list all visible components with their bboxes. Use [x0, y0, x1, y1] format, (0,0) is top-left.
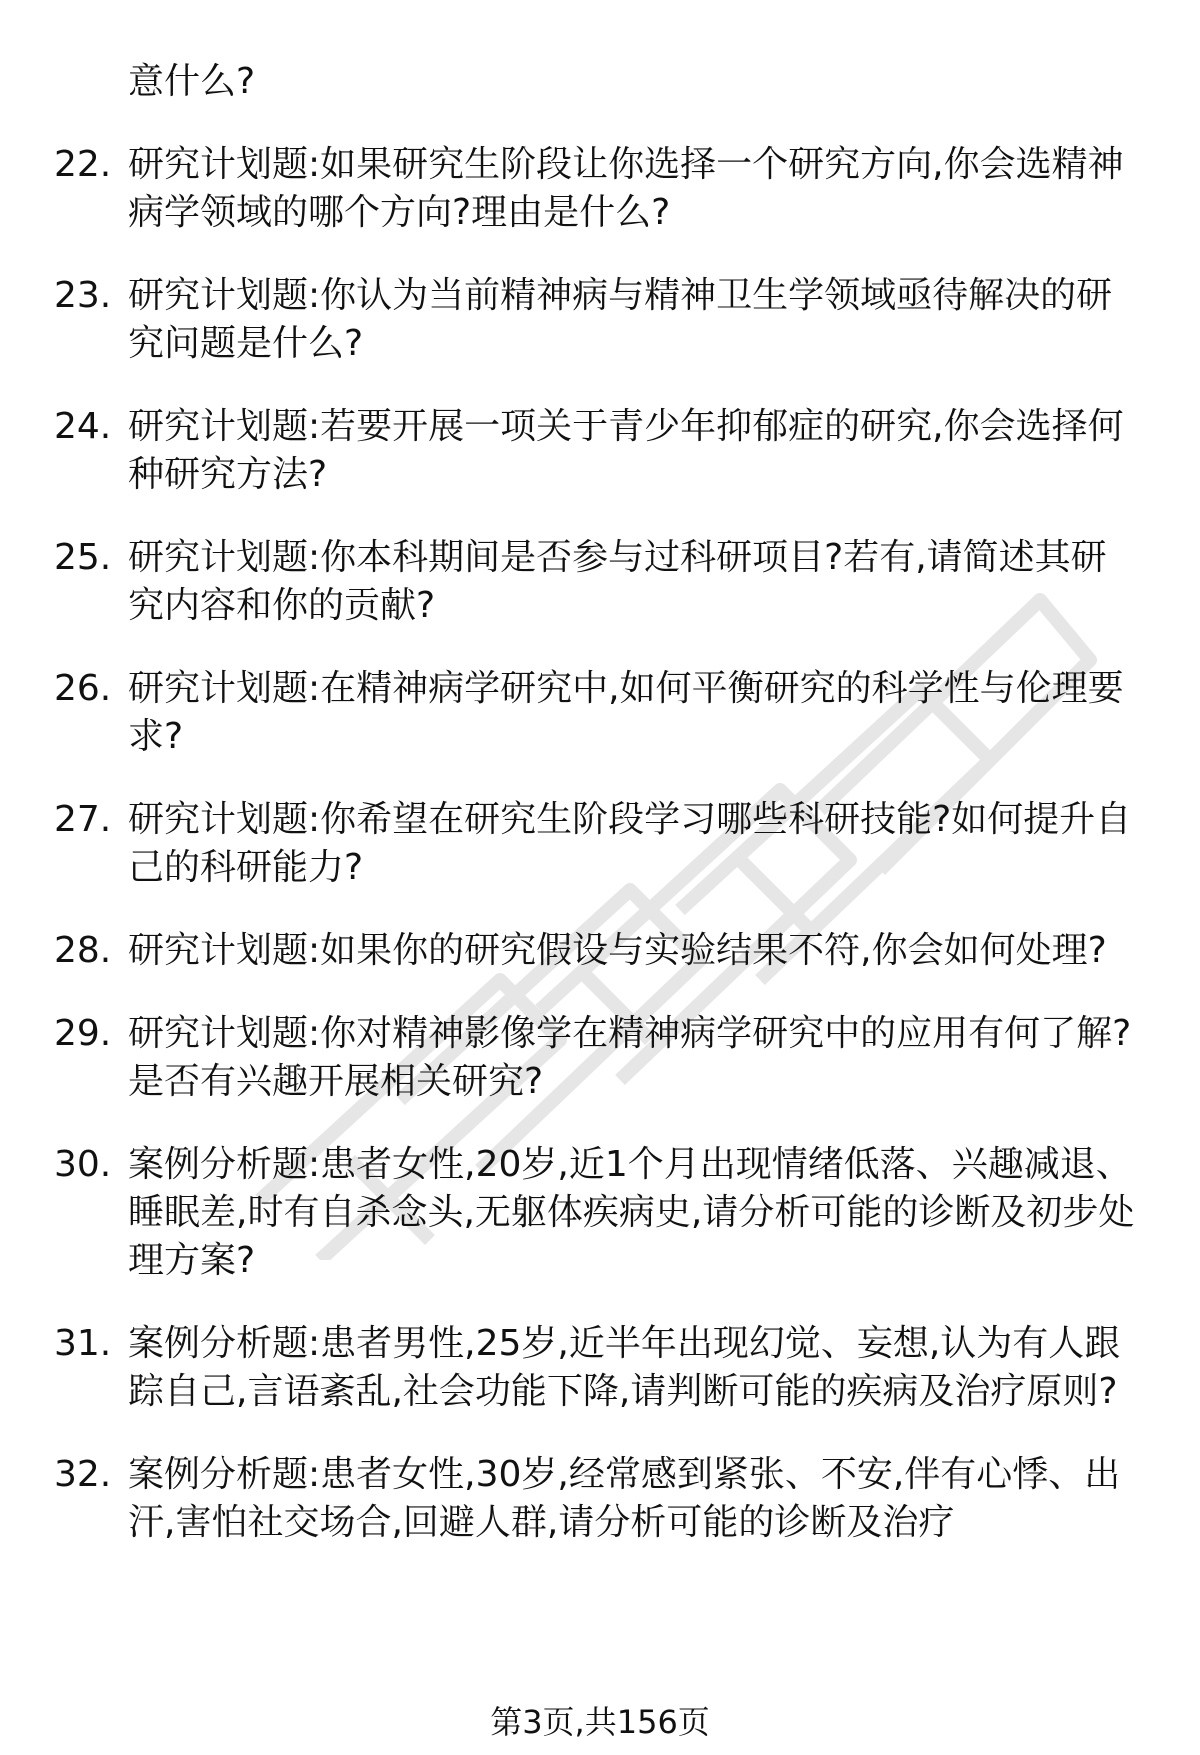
question-item — [0, 141, 1200, 237]
continuation-text: 意什么? — [128, 61, 256, 102]
question-item — [0, 1010, 1200, 1106]
question-number: 24. — [54, 406, 112, 447]
question-text: 研究计划题:如果研究生阶段让你选择一个研究方向,你会选精神病学领域的哪个方向?理由是什么? — [128, 144, 1124, 233]
question-text: 研究计划题:若要开展一项关于青少年抑郁症的研究,你会选择何种研究方法? — [128, 406, 1124, 495]
question-item — [0, 272, 1200, 368]
question-text: 研究计划题:你希望在研究生阶段学习哪些科研技能?如何提升自己的科研能力? — [128, 799, 1132, 888]
question-list — [0, 58, 1200, 1582]
question-item — [0, 927, 1200, 975]
question-item — [0, 403, 1200, 499]
question-text: 案例分析题:患者女性,30岁,经常感到紧张、不安,伴有心悸、出汗,害怕社交场合,回避人群,请分析可能的诊断及治疗 — [128, 1454, 1121, 1543]
question-item — [0, 1141, 1200, 1285]
question-number: 31. — [54, 1323, 112, 1364]
question-item — [0, 534, 1200, 630]
question-text: 案例分析题:患者女性,20岁,近1个月出现情绪低落、兴趣减退、睡眠差,时有自杀念头,无躯体疾病史,请分析可能的诊断及初步处理方案? — [128, 1144, 1135, 1281]
question-item — [0, 665, 1200, 761]
question-text: 研究计划题:你本科期间是否参与过科研项目?若有,请简述其研究内容和你的贡献? — [128, 537, 1107, 626]
question-number: 32. — [54, 1454, 112, 1495]
question-text: 研究计划题:你对精神影像学在精神病学研究中的应用有何了解?是否有兴趣开展相关研究? — [128, 1013, 1132, 1102]
question-number: 22. — [54, 144, 112, 185]
question-text: 案例分析题:患者男性,25岁,近半年出现幻觉、妄想,认为有人跟踪自己,言语紊乱,社会功能下降,请判断可能的疾病及治疗原则? — [128, 1323, 1121, 1412]
question-number: 23. — [54, 275, 112, 316]
question-number: 30. — [54, 1144, 112, 1185]
question-text: 研究计划题:在精神病学研究中,如何平衡研究的科学性与伦理要求? — [128, 668, 1124, 757]
question-number: 29. — [54, 1013, 112, 1054]
question-number: 25. — [54, 537, 112, 578]
continuation-line — [0, 58, 1200, 106]
question-text: 研究计划题:你认为当前精神病与精神卫生学领域亟待解决的研究问题是什么? — [128, 275, 1113, 364]
question-item — [0, 1320, 1200, 1416]
question-text: 研究计划题:如果你的研究假设与实验结果不符,你会如何处理? — [128, 930, 1107, 971]
page-footer: 第3页,共156页 — [490, 1703, 710, 1741]
question-number: 27. — [54, 799, 112, 840]
question-item — [0, 1451, 1200, 1547]
question-number: 28. — [54, 930, 112, 971]
question-number: 26. — [54, 668, 112, 709]
question-item — [0, 796, 1200, 892]
